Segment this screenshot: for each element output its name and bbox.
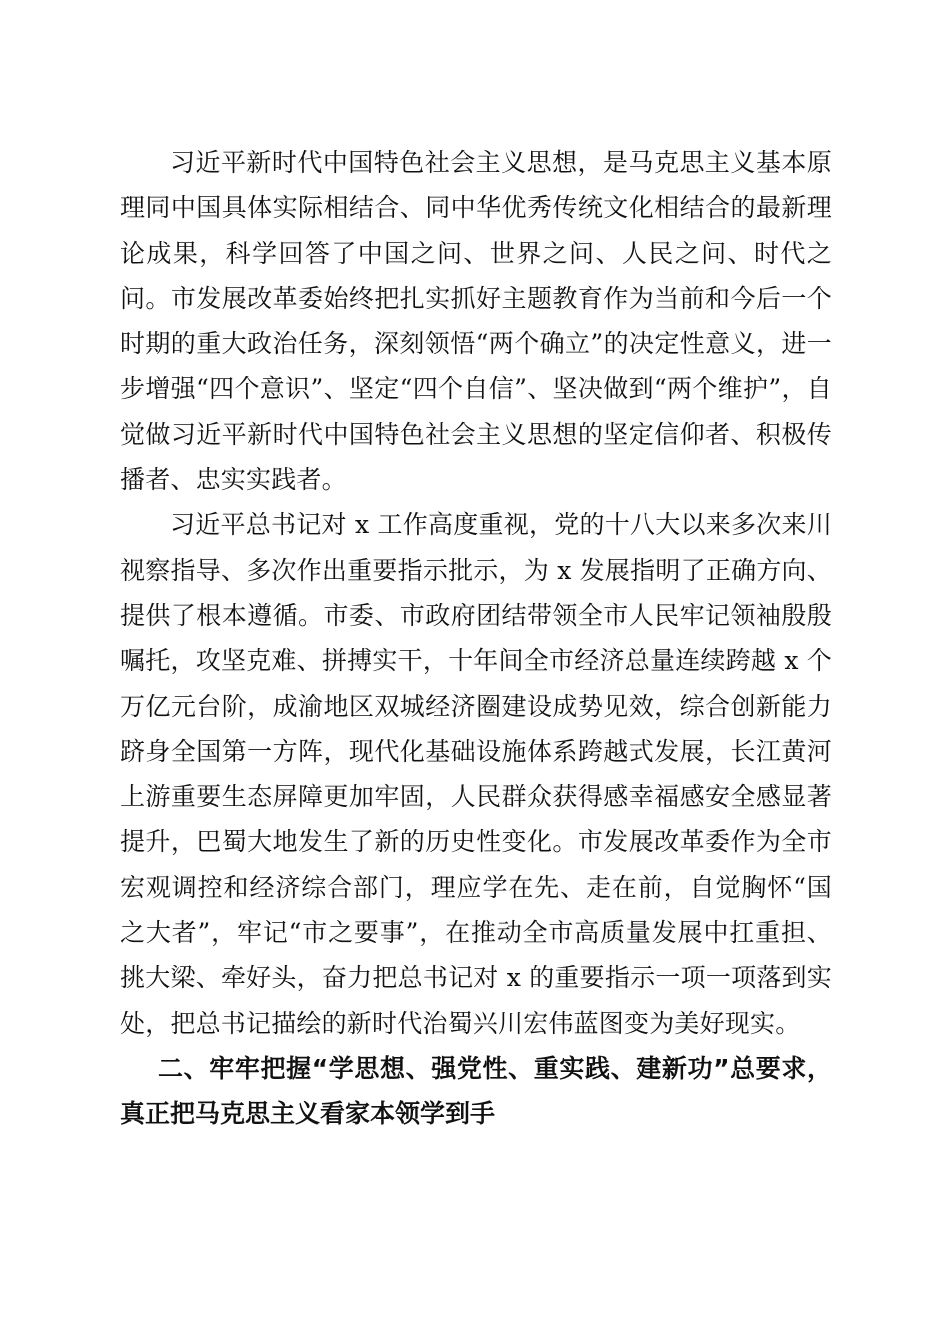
paragraph-1: 习近平新时代中国特色社会主义思想，是马克思主义基本原理同中国具体实际相结合、同中华优秀传统文化相结合的最新理论成果，科学回答了中国之问、世界之问、人民之问、时代之问。市发展改革委始终把扎实抓好主题教育作为当前和今后一个时期的重大政治任务，深刻领悟“两个确立”的决定性意义，进一步增强“四个意识”、坚定“四个自信”、坚决做到“两个维护”，自觉做习近平新时代中国特色社会主义思想的坚定信仰者、积极传播者、忠实实践者。 xyxy=(120,148,832,495)
document-body xyxy=(120,140,832,1137)
section-heading-2: 二、牢牢把握“学思想、强党性、重实践、建新功”总要求，真正把马克思主义看家本领学到手 xyxy=(120,1053,832,1129)
paragraph-2: 习近平总书记对 x 工作高度重视，党的十八大以来多次来川视察指导、多次作出重要指示批示，为 x 发展指明了正确方向、提供了根本遵循。市委、市政府团结带领全市人民牢记领袖殷殷嘱托，攻坚克难、拼搏实干，十年间全市经济总量连续跨越 x 个万亿元台阶，成渝地区双城经济圈建设成势见效，综合创新能力跻身全国第一方阵，现代化基础设施体系跨越式发展，长江黄河上游重要生态屏障更加牢固，人民群众获得感幸福感安全感显著提升，巴蜀大地发生了新的历史性变化。市发展改革委作为全市宏观调控和经济综合部门，理应学在先、走在前，自觉胸怀“国之大者”，牢记“市之要事”，在推动全市高质量发展中扛重担、挑大梁、牵好头，奋力把总书记对 x 的重要指示一项一项落到实处，把总书记描绘的新时代治蜀兴川宏伟蓝图变为美好现实。 xyxy=(120,510,832,1038)
